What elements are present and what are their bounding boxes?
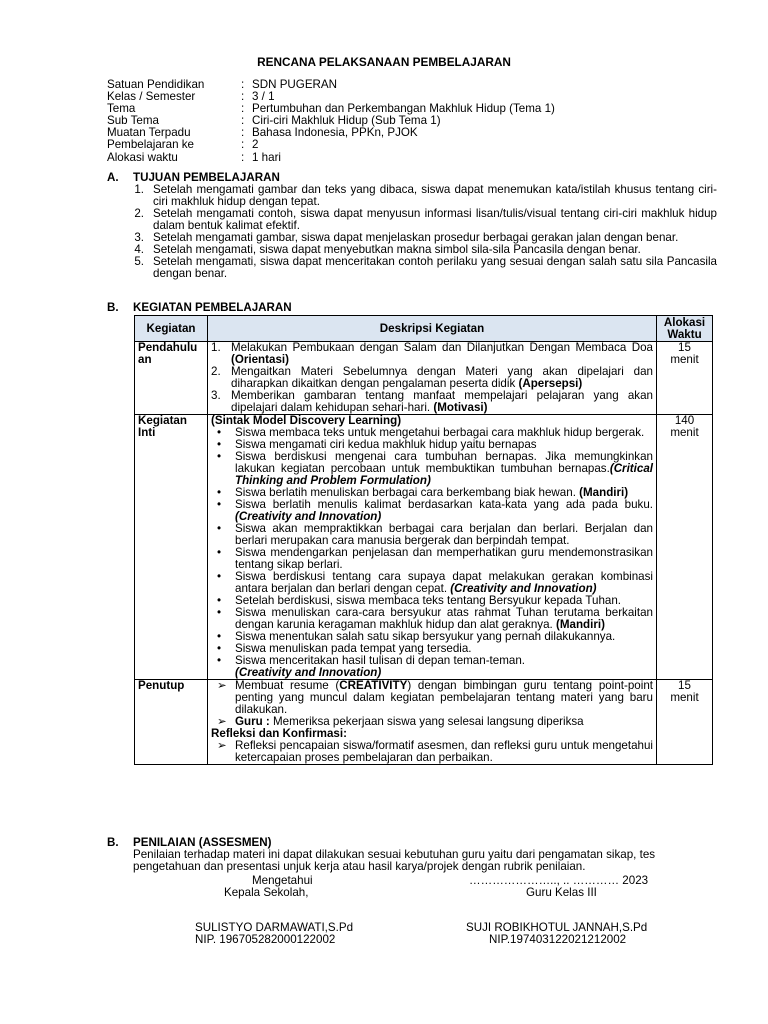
list-item [211,740,653,764]
item-tag: CREATIVITY [339,679,408,692]
kegiatan-name [135,415,208,680]
item-text [231,390,653,414]
left-signatory-name: SULISTYO DARMAWATI,S.Pd [195,921,354,934]
item-text: Setelah mengamati gambar dan teks yang dibaca, siswa dapat menemukan kata/istilah khusus tentang ciri-ciri makhluk hidup dengan tepat. [153,183,717,208]
header-deskripsi: Deskripsi Kegiatan [208,316,657,342]
header-alokasi [657,316,713,342]
item-text: Setelah mengamati gambar, siswa dapat menjelaskan prosedur berbagai gerakan jalan dengan benar. [153,231,679,244]
item-text-plain: Siswa membaca teks untuk mengetahui berbagai cara makhluk hidup bergerak. [235,426,645,439]
section-letter: B. [107,836,119,849]
item-text [235,499,653,523]
item-tag: (Critical Thinking and Problem Formulation) [235,462,653,487]
right-signatory-nip: NIP.197403122021212002 [489,933,627,946]
alokasi-cell [657,415,713,680]
section-title: KEGIATAN PEMBELAJARAN [133,301,292,314]
section-title: PENILAIAN (ASSESMEN) [133,836,272,849]
inti-list [211,427,653,667]
date-line: ………………….., .. ………… 2023 [469,874,649,887]
identity-separator: : [241,150,245,164]
item-number: 1. [211,341,221,354]
item-tag: (Creativity and Innovation) [235,510,382,523]
list-item [211,680,653,716]
bullet-icon: • [217,570,222,583]
identity-value: Pertumbuhan dan Perkembangan Makhluk Hidup (Tema 1) [252,102,555,116]
sintak-heading: (Sintak Model Discovery Learning) [211,414,402,427]
item-text-plain: Siswa menentukan salah satu sikap bersyukur yang pernah dilakukannya. [235,630,616,643]
kegiatan-name: Penutup [135,680,208,765]
item-text-plain: Siswa menuliskan cara-cara bersyukur atas rahmat Tuhan terutama berkaitan dengan karunia keragaman makhluk hidup dan alat geraknya. [235,606,653,631]
section-letter: B. [107,301,119,314]
document-title: RENCANA PELAKSANAAN PEMBELAJARAN [257,55,511,69]
item-tag: (Apersepsi) [518,377,583,390]
bullet-icon: • [217,522,222,535]
section-kegiatan-heading [107,302,292,314]
item-text-plain: Siswa mengamati ciri kedua makhluk hidup yaitu bernapas [235,438,537,451]
alokasi-cell [657,342,713,415]
item-text: Setelah mengamati, siswa dapat menyebutkan makna simbol sila-sila Pancasila dengan benar. [153,243,641,256]
section-title: TUJUAN PEMBELAJARAN [133,171,280,184]
penutup-list [211,680,653,728]
item-tag: (Mandiri) [555,618,605,631]
kegiatan-name-line: an [138,353,152,366]
item-text-plain: Setelah berdiskusi, siswa membaca teks tentang Bersyukur kepada Tuhan. [235,594,622,607]
right-signatory-name: SUJI ROBIKHOTUL JANNAH,S.Pd [466,921,648,934]
bullet-icon: • [217,438,222,451]
arrow-bullet-icon: ➢ [217,715,227,728]
paragraph-line: pengetahuan dan presentasi unjuk kerja atau hasil karya/projek dengan rubrik penilaian. [133,860,586,873]
item-text-plain: Siswa menuliskan pada tempat yang tersedia. [235,642,472,655]
item-text-plain: Siswa menceritakan hasil tulisan di depan teman-teman. [235,654,525,667]
item-text [235,607,653,631]
alokasi-cell [657,680,713,765]
item-text-plain: Siswa mendengarkan penjelasan dan memperhatikan guru mendemonstrasikan tentang sikap berlari. [235,546,653,571]
header-kegiatan: Kegiatan [135,316,208,342]
item-text [231,366,653,390]
deskripsi-cell [208,342,657,415]
time-value: 140 [674,414,695,427]
item-text-plain: Siswa berdiskusi mengenai cara tumbuhan bernapas. Jika memungkinkan lakukan kegiatan percobaan untuk membuktikan tumbuhan bernapas. [235,450,653,475]
item-text [235,547,653,571]
bullet-icon: • [217,450,222,463]
item-text [235,680,653,716]
item-text [235,571,653,595]
item-number: 2. [211,365,221,378]
mengetahui-label: Mengetahui [252,874,313,887]
item-number: 3. [134,231,144,244]
bullet-icon: • [217,486,222,499]
identity-separator: : [241,102,245,116]
header-waktu-line: Waktu [667,327,702,341]
bullet-icon: • [217,606,222,619]
bullet-icon: • [217,426,222,439]
kegiatan-name-line: Pendahulu [138,341,198,354]
kegiatan-name-line: Kegiatan [138,414,187,427]
item-tag: (Creativity and Innovation) [450,582,597,595]
list-item [211,571,653,595]
list-item [211,342,653,366]
identity-value: 2 [252,138,259,152]
item-text-plain: Siswa akan mempraktikkan berbagai cara berjalan dan berlari. Berjalan dan berlari merupakan cara manusia bergerak dan berpindah tempat. [235,522,653,547]
arrow-bullet-icon: ➢ [217,739,227,752]
kegiatan-name-line: Inti [138,426,156,439]
bullet-icon: • [217,546,222,559]
item-tag: (Motivasi) [433,401,488,414]
paragraph-line: Penilaian terhadap materi ini dapat dilakukan sesuai kebutuhan guru yaitu dari pengamatan sikap, tes [133,848,656,861]
identity-value: 3 / 1 [252,90,275,104]
kepala-sekolah-label: Kepala Sekolah, [224,886,309,899]
table-row-pendahuluan [135,342,713,415]
list-item [211,451,653,487]
identity-separator: : [241,114,245,128]
identity-value: SDN PUGERAN [252,78,338,91]
list-item [107,184,717,208]
identity-separator: : [241,138,245,152]
list-item [211,523,653,547]
left-signatory-nip: NIP. 196705282000122002 [195,933,336,946]
identity-label: Tema [107,102,136,116]
item-number: 3. [211,389,221,402]
penilaian-paragraph [133,849,717,873]
identity-block [107,79,555,164]
list-item [211,547,653,571]
time-value: 15 [678,341,691,354]
bullet-icon: • [217,654,222,667]
item-text [231,342,653,366]
list-item [211,366,653,390]
item-tag: Guru : [235,715,270,728]
guru-kelas-label: Guru Kelas III [526,886,597,899]
closing-tag: (Creativity and Innovation) [235,666,382,679]
identity-value: Ciri-ciri Makhluk Hidup (Sub Tema 1) [252,114,441,128]
time-value: 15 [678,679,691,692]
identity-label: Pembelajaran ke [107,138,195,152]
item-tag: (Orientasi) [231,353,289,366]
kegiatan-table [134,315,713,765]
item-text-plain: Mengaitkan Materi Sebelumnya dengan Materi yang akan dipelajari dan diharapkan dikaitkan dengan pengalaman peserta didik [231,365,653,390]
item-text [235,523,653,547]
item-text-plain: Siswa berlatih menulis kalimat berdasarkan kata-kata yang ada pada buku. [235,498,653,511]
item-text: Setelah mengamati, siswa dapat menceritakan contoh perilaku yang sesuai dengan salah satu sila Pancasila dengan benar. [153,255,717,280]
identity-value: 1 hari [252,150,282,164]
identity-row [107,152,555,164]
identity-label: Sub Tema [107,114,159,128]
item-text: Setelah mengamati contoh, siswa dapat menyusun informasi lisan/tulis/visual tentang ciri-ciri makhluk hidup dalam bentuk kalimat efektif. [153,207,717,232]
table-header-row [135,316,713,342]
item-text-plain: Memberikan gambaran tentang manfaat mempelajari pelajaran yang akan dipelajari dalam kehidupan sehari-hari. [231,389,653,414]
list-item [211,607,653,631]
identity-label: Muatan Terpadu [107,126,191,140]
identity-separator: : [241,78,245,91]
bullet-icon: • [217,630,222,643]
deskripsi-cell [208,680,657,765]
bullet-icon: • [217,642,222,655]
bullet-icon: • [217,594,222,607]
bullet-icon: • [217,498,222,511]
identity-separator: : [241,126,245,140]
list-item [211,499,653,523]
item-number: 1. [134,183,144,196]
item-text-plain: Memeriksa pekerjaan siswa yang selesai langsung diperiksa [269,715,584,728]
kegiatan-name [135,342,208,415]
identity-label: Satuan Pendidikan [107,78,205,91]
item-tag: (Mandiri) [579,486,629,499]
list-item [107,208,717,232]
identity-label: Kelas / Semester [107,90,196,104]
refleksi-list [211,740,653,764]
identity-label: Alokasi waktu [107,150,178,164]
section-tujuan [107,172,717,280]
item-number: 5. [134,255,144,268]
item-text-plain: Melakukan Pembukaan dengan Salam dan Dilanjutkan Dengan Membaca Doa [231,341,653,354]
identity-value: Bahasa Indonesia, PPKn, PJOK [252,126,418,140]
section-letter: A. [107,171,119,184]
arrow-bullet-icon: ➢ [217,679,227,692]
identity-row [107,139,555,151]
identity-separator: : [241,90,245,104]
time-unit: menit [670,353,699,366]
list-item [211,390,653,414]
item-text: Refleksi pencapaian siswa/formatif asesmen, dan refleksi guru untuk mengetahui ketercapaian proses pembelajaran dan perbaikan. [235,739,653,764]
time-unit: menit [670,426,699,439]
time-unit: menit [670,691,699,704]
section-penilaian [107,837,717,873]
table-row-inti [135,415,713,680]
item-text-plain: Siswa berdiskusi tentang cara supaya dapat melakukan gerakan kombinasi antara berjalan dan berlari dengan cepat. [235,570,653,595]
header-alokasi-line: Alokasi [663,315,706,329]
item-text-plain: ) dengan bimbingan guru tentang point-point penting yang muncul dalam kegiatan pembelajaran tentang materi yang baru dilakukan. [235,679,653,716]
pendahuluan-list [211,342,653,414]
table-row-penutup [135,680,713,765]
item-text-plain: Siswa berlatih menuliskan berbagai cara berkembang biak hewan. [235,486,580,499]
tujuan-list [107,184,717,280]
item-number: 4. [134,243,144,256]
deskripsi-cell [208,415,657,680]
item-text-plain: Membuat resume ( [235,679,340,692]
item-text [235,451,653,487]
refleksi-heading: Refleksi dan Konfirmasi: [211,727,347,740]
item-number: 2. [134,207,144,220]
list-item [107,256,717,280]
